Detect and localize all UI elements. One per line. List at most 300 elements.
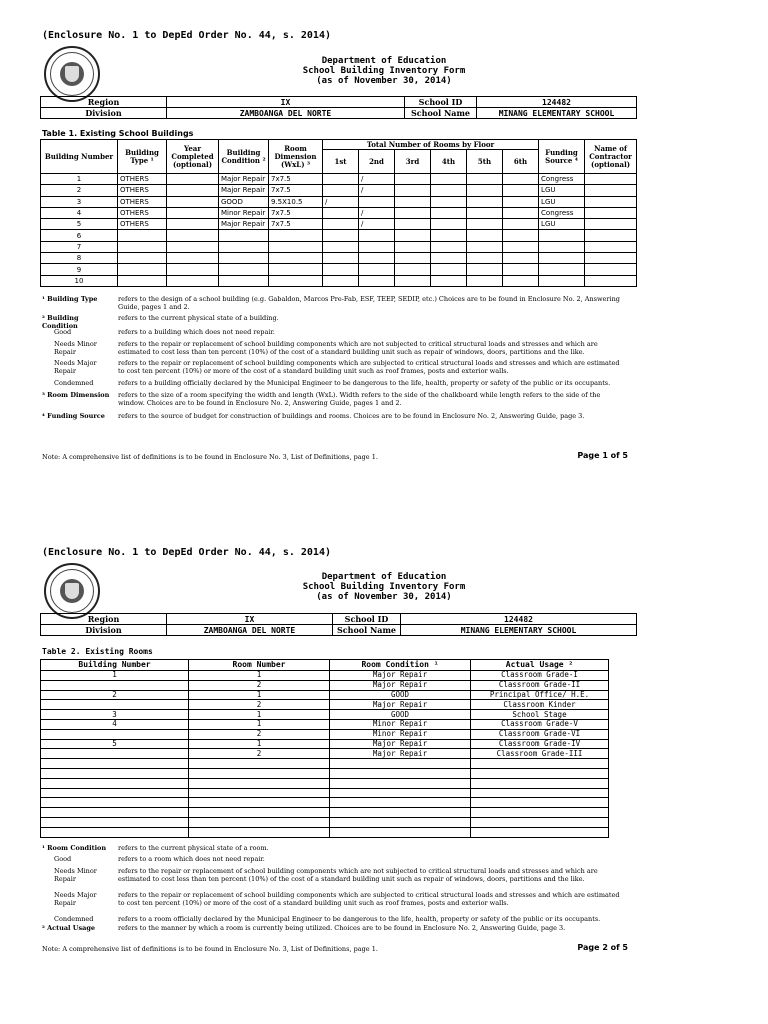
cell-building-condition (219, 275, 269, 286)
cell-room-dimension: 7x7.5 (269, 219, 323, 230)
cell-room-condition (330, 808, 471, 818)
table-row (41, 185, 637, 196)
cell-floor-5th (467, 174, 503, 185)
table-row (41, 690, 609, 700)
cell-room-dimension: 9.5X10.5 (269, 196, 323, 207)
cell-building-number: 10 (41, 275, 118, 286)
col-room-condition: Room Condition ¹ (330, 660, 471, 671)
cell-room-condition: Major Repair (330, 680, 471, 690)
cell-floor-2nd: / (359, 207, 395, 218)
table-row (41, 174, 637, 185)
cell-room-condition: Major Repair (330, 739, 471, 749)
cell-building-number (41, 827, 189, 837)
cell-actual-usage: Classroom Grade-IV (471, 739, 609, 749)
cell-year-completed (167, 219, 219, 230)
cell-floor-2nd: / (359, 185, 395, 196)
cell-floor-6th (503, 196, 539, 207)
division-label: Division (41, 108, 167, 119)
cell-room-condition (330, 827, 471, 837)
definition-term: Needs Minor Repair (54, 340, 97, 356)
cell-floor-1st (323, 207, 359, 218)
cell-building-number: 7 (41, 241, 118, 252)
cell-floor-1st (323, 253, 359, 264)
definition-text: refers to a building officially declared by the Municipal Engineer to be dangerous to the life, health, property or safety of the public or its occupants. (118, 379, 611, 387)
col-floor-5th: 5th (467, 150, 503, 174)
table-row (41, 671, 609, 681)
cell-actual-usage (471, 827, 609, 837)
cell-actual-usage: Classroom Grade-I (471, 671, 609, 681)
cell-year-completed (167, 196, 219, 207)
cell-building-number: 4 (41, 719, 189, 729)
col-building-number: Building Number (41, 660, 189, 671)
cell-building-type (118, 241, 167, 252)
definition-text: refers to the repair or replacement of school building components which are not subjected to critical structural loads and stresses and which are estimated to cost less than ten percent (10%) of the cost of a standard building unit such as repair of windows, doors, partitions and the like. (118, 340, 598, 356)
region-value: IX (167, 614, 333, 625)
page1-number: Page 1 of 5 (577, 451, 628, 460)
table-row (41, 196, 637, 207)
cell-floor-3rd (395, 196, 431, 207)
definition-term: ¹ Room Condition (42, 844, 107, 852)
cell-room-number (189, 827, 330, 837)
division-value: ZAMBOANGA DEL NORTE (167, 625, 333, 636)
table2-title: Table 2. Existing Rooms (42, 647, 153, 656)
cell-floor-5th (467, 230, 503, 241)
cell-room-condition: GOOD (330, 710, 471, 720)
cell-floor-4th (431, 275, 467, 286)
definition-term: Condemned (54, 915, 94, 923)
cell-room-dimension: 7x7.5 (269, 207, 323, 218)
cell-floor-2nd (359, 264, 395, 275)
definition-text: refers to a building which does not need repair. (118, 328, 275, 336)
cell-building-number (41, 729, 189, 739)
cell-floor-3rd (395, 230, 431, 241)
cell-floor-4th (431, 264, 467, 275)
cell-room-condition: Major Repair (330, 749, 471, 759)
cell-contractor (585, 219, 637, 230)
definition-text: refers to the manner by which a room is currently being utilized. Choices are to be found in Enclosure No. 2, Answering Guide, page 3. (118, 924, 566, 932)
region-label: Region (41, 97, 167, 108)
cell-room-number (189, 788, 330, 798)
cell-floor-4th (431, 219, 467, 230)
cell-floor-2nd: / (359, 219, 395, 230)
cell-building-number: 2 (41, 690, 189, 700)
cell-floor-3rd (395, 264, 431, 275)
header-line-1: Department of Education (321, 56, 447, 66)
header-line-3: (as of November 30, 2014) (316, 76, 452, 86)
cell-actual-usage: Classroom Grade-V (471, 719, 609, 729)
cell-floor-1st: / (323, 196, 359, 207)
definition-term: Good (54, 328, 72, 336)
cell-floor-6th (503, 264, 539, 275)
definition-text: refers to a room which does not need repair. (118, 855, 265, 863)
cell-room-number (189, 768, 330, 778)
table-row (41, 808, 609, 818)
table-row (41, 719, 609, 729)
cell-building-type (118, 264, 167, 275)
col-floor-3rd: 3rd (395, 150, 431, 174)
cell-funding-source: Congress (539, 207, 585, 218)
cell-contractor (585, 185, 637, 196)
definition-term: Needs Major Repair (54, 359, 97, 375)
form-header-2 (0, 572, 768, 602)
definition-text: refers to the repair or replacement of school building components which are subjected to critical structural loads and stresses and which are estimated to cost ten percent (10%) or more of the cost of a standard building unit such as roof frames, posts and exterior walls. (118, 359, 620, 375)
definition-text: refers to the design of a school building (e.g. Gabaldon, Marcos Pre-Fab, ESF, TEEP, SEDIP, etc.) Choices are to be found in Enclosure No. 2, Answering Guide, pages 1 and 2. (118, 295, 620, 311)
school-id-value: 124482 (477, 97, 637, 108)
cell-building-number (41, 808, 189, 818)
cell-floor-4th (431, 241, 467, 252)
cell-room-condition: Major Repair (330, 671, 471, 681)
cell-building-number (41, 759, 189, 769)
cell-room-dimension: 7x7.5 (269, 174, 323, 185)
cell-building-type: OTHERS (118, 207, 167, 218)
page2-note: Note: A comprehensive list of definitions is to be found in Enclosure No. 3, List of Definitions, page 1. (42, 945, 378, 953)
cell-building-number (41, 700, 189, 710)
cell-year-completed (167, 207, 219, 218)
cell-actual-usage: Classroom Grade-III (471, 749, 609, 759)
cell-building-condition: Minor Repair (219, 207, 269, 218)
cell-room-number (189, 798, 330, 808)
col-room-number: Room Number (189, 660, 330, 671)
cell-room-number: 1 (189, 671, 330, 681)
cell-actual-usage (471, 798, 609, 808)
cell-room-number (189, 778, 330, 788)
col-building-number: Building Number (41, 140, 118, 174)
definition-term: ¹ Building Type (42, 295, 98, 303)
cell-room-condition (330, 759, 471, 769)
cell-floor-1st (323, 230, 359, 241)
division-value: ZAMBOANGA DEL NORTE (167, 108, 405, 119)
cell-actual-usage: School Stage (471, 710, 609, 720)
cell-building-number (41, 768, 189, 778)
school-name-value: MINANG ELEMENTARY SCHOOL (401, 625, 637, 636)
cell-floor-3rd (395, 275, 431, 286)
cell-actual-usage (471, 808, 609, 818)
cell-building-number (41, 680, 189, 690)
cell-floor-2nd (359, 196, 395, 207)
cell-floor-2nd (359, 230, 395, 241)
cell-room-number: 2 (189, 729, 330, 739)
definition-term: Condemned (54, 379, 94, 387)
cell-building-type (118, 230, 167, 241)
col-total-rooms: Total Number of Rooms by Floor (323, 140, 539, 150)
cell-building-type (118, 275, 167, 286)
table-row (41, 207, 637, 218)
cell-funding-source (539, 275, 585, 286)
cell-floor-6th (503, 185, 539, 196)
cell-floor-3rd (395, 174, 431, 185)
cell-room-condition: Minor Repair (330, 719, 471, 729)
cell-floor-1st (323, 241, 359, 252)
table-row (41, 253, 637, 264)
cell-room-number (189, 808, 330, 818)
header-line-2: School Building Inventory Form (302, 582, 466, 592)
table-row (41, 768, 609, 778)
cell-actual-usage: Classroom Grade-II (471, 680, 609, 690)
table-row (41, 241, 637, 252)
cell-room-condition (330, 778, 471, 788)
table-row (41, 710, 609, 720)
header-line-1: Department of Education (321, 572, 447, 582)
cell-actual-usage (471, 788, 609, 798)
cell-actual-usage: Classroom Grade-VI (471, 729, 609, 739)
cell-floor-3rd (395, 185, 431, 196)
cell-building-type: OTHERS (118, 185, 167, 196)
cell-floor-5th (467, 219, 503, 230)
cell-floor-1st (323, 219, 359, 230)
definition-term: ³ Room Dimension (42, 391, 110, 399)
header-line-3: (as of November 30, 2014) (316, 592, 452, 602)
definition-text: refers to the source of budget for construction of buildings and rooms. Choices are to be found in Enclosure No. 2, Answering Guide, page 3. (118, 412, 585, 420)
cell-contractor (585, 207, 637, 218)
definition-term: ² Building Condition (42, 314, 79, 330)
cell-floor-3rd (395, 207, 431, 218)
cell-floor-6th (503, 253, 539, 264)
cell-building-number: 8 (41, 253, 118, 264)
region-label: Region (41, 614, 167, 625)
cell-building-number (41, 788, 189, 798)
cell-building-number: 1 (41, 174, 118, 185)
table-row (41, 275, 637, 286)
cell-contractor (585, 253, 637, 264)
cell-actual-usage (471, 759, 609, 769)
school-name-value: MINANG ELEMENTARY SCHOOL (477, 108, 637, 119)
cell-floor-4th (431, 196, 467, 207)
cell-room-number: 2 (189, 700, 330, 710)
cell-year-completed (167, 264, 219, 275)
cell-floor-3rd (395, 219, 431, 230)
enclosure-title-2: (Enclosure No. 1 to DepEd Order No. 44, s. 2014) (42, 547, 331, 558)
definition-text: refers to the current physical state of a building. (118, 314, 279, 322)
table-row (41, 739, 609, 749)
cell-room-condition (330, 817, 471, 827)
cell-funding-source (539, 253, 585, 264)
cell-floor-6th (503, 275, 539, 286)
cell-floor-5th (467, 275, 503, 286)
header-line-2: School Building Inventory Form (302, 66, 466, 76)
cell-floor-5th (467, 253, 503, 264)
col-building-type: Building Type ¹ (118, 140, 167, 174)
cell-floor-4th (431, 253, 467, 264)
cell-floor-2nd (359, 275, 395, 286)
school-id-value: 124482 (401, 614, 637, 625)
region-value: IX (167, 97, 405, 108)
col-room-dimension: Room Dimension (WxL) ³ (269, 140, 323, 174)
school-id-label: School ID (333, 614, 401, 625)
division-label: Division (41, 625, 167, 636)
table-row (41, 798, 609, 808)
col-floor-6th: 6th (503, 150, 539, 174)
col-actual-usage: Actual Usage ² (471, 660, 609, 671)
cell-contractor (585, 196, 637, 207)
cell-floor-5th (467, 185, 503, 196)
cell-floor-2nd (359, 253, 395, 264)
definition-term: ² Actual Usage (42, 924, 96, 932)
cell-floor-2nd: / (359, 174, 395, 185)
cell-room-dimension (269, 241, 323, 252)
page2-number: Page 2 of 5 (577, 943, 628, 952)
cell-room-number: 1 (189, 690, 330, 700)
cell-room-dimension: 7x7.5 (269, 185, 323, 196)
cell-floor-5th (467, 241, 503, 252)
table-row (41, 729, 609, 739)
cell-room-condition (330, 788, 471, 798)
cell-building-number: 9 (41, 264, 118, 275)
definition-text: refers to a room officially declared by the Municipal Engineer to be dangerous to the life, health, property or safety of the public or its occupants. (118, 915, 601, 923)
cell-contractor (585, 174, 637, 185)
cell-building-condition: GOOD (219, 196, 269, 207)
cell-actual-usage (471, 817, 609, 827)
cell-funding-source: LGU (539, 185, 585, 196)
cell-actual-usage: Classroom Kinder (471, 700, 609, 710)
rooms-table (40, 659, 609, 838)
col-funding-source: Funding Source ⁴ (539, 140, 585, 174)
table-row (41, 817, 609, 827)
cell-room-number (189, 817, 330, 827)
cell-floor-2nd (359, 241, 395, 252)
table-row (41, 219, 637, 230)
school-id-label: School ID (405, 97, 477, 108)
cell-floor-5th (467, 196, 503, 207)
definition-text: refers to the current physical state of a room. (118, 844, 269, 852)
definition-text: refers to the repair or replacement of school building components which are not subjected to critical structural loads and stresses and which are estimated to cost less than ten percent (10%) of the cost of a standard building unit such as repair of windows, doors, partitions and the like. (118, 867, 598, 883)
col-floor-1st: 1st (323, 150, 359, 174)
cell-building-type: OTHERS (118, 219, 167, 230)
school-name-label: School Name (405, 108, 477, 119)
cell-funding-source (539, 241, 585, 252)
cell-room-number (189, 759, 330, 769)
cell-floor-4th (431, 207, 467, 218)
cell-room-number: 2 (189, 680, 330, 690)
col-contractor: Name of Contractor (optional) (585, 140, 637, 174)
cell-building-number (41, 817, 189, 827)
cell-actual-usage: Principal Office/ H.E. (471, 690, 609, 700)
cell-room-number: 1 (189, 739, 330, 749)
cell-floor-3rd (395, 241, 431, 252)
cell-floor-6th (503, 230, 539, 241)
table-row (41, 778, 609, 788)
cell-building-condition: Major Repair (219, 185, 269, 196)
cell-year-completed (167, 230, 219, 241)
cell-building-type (118, 253, 167, 264)
enclosure-title: (Enclosure No. 1 to DepEd Order No. 44, s. 2014) (42, 30, 331, 41)
col-year-completed: Year Completed (optional) (167, 140, 219, 174)
page1-note: Note: A comprehensive list of definitions is to be found in Enclosure No. 3, List of Definitions, page 1. (42, 453, 378, 461)
form-header (0, 56, 768, 86)
cell-building-number: 3 (41, 196, 118, 207)
cell-room-dimension (269, 264, 323, 275)
cell-building-number: 5 (41, 219, 118, 230)
cell-floor-6th (503, 207, 539, 218)
cell-room-number: 2 (189, 749, 330, 759)
school-info-table (40, 96, 637, 119)
cell-funding-source: LGU (539, 219, 585, 230)
cell-floor-5th (467, 264, 503, 275)
table-row (41, 230, 637, 241)
table-row (41, 680, 609, 690)
cell-building-type: OTHERS (118, 196, 167, 207)
cell-building-condition: Major Repair (219, 174, 269, 185)
cell-year-completed (167, 253, 219, 264)
cell-contractor (585, 264, 637, 275)
col-floor-4th: 4th (431, 150, 467, 174)
cell-year-completed (167, 185, 219, 196)
cell-room-condition (330, 768, 471, 778)
cell-room-number: 1 (189, 710, 330, 720)
definition-term: Needs Minor Repair (54, 867, 97, 883)
cell-building-number (41, 778, 189, 788)
cell-floor-6th (503, 174, 539, 185)
cell-building-number: 5 (41, 739, 189, 749)
cell-building-condition (219, 253, 269, 264)
cell-building-number: 1 (41, 671, 189, 681)
cell-room-dimension (269, 275, 323, 286)
definition-term: Needs Major Repair (54, 891, 97, 907)
school-name-label: School Name (333, 625, 401, 636)
cell-funding-source: Congress (539, 174, 585, 185)
cell-funding-source (539, 264, 585, 275)
cell-building-condition (219, 264, 269, 275)
cell-room-dimension (269, 253, 323, 264)
cell-building-number: 6 (41, 230, 118, 241)
cell-floor-3rd (395, 253, 431, 264)
cell-year-completed (167, 174, 219, 185)
cell-building-number: 3 (41, 710, 189, 720)
cell-floor-1st (323, 174, 359, 185)
table-row (41, 700, 609, 710)
table-row (41, 759, 609, 769)
school-info-table-2 (40, 613, 637, 636)
cell-room-condition: Major Repair (330, 700, 471, 710)
cell-room-condition (330, 798, 471, 808)
table-row (41, 749, 609, 759)
cell-year-completed (167, 241, 219, 252)
definition-text: refers to the repair or replacement of school building components which are subjected to critical structural loads and stresses and which are estimated to cost ten percent (10%) or more of the cost of a standard building unit such as roof frames, posts and exterior walls. (118, 891, 620, 907)
cell-funding-source (539, 230, 585, 241)
table-row (41, 827, 609, 837)
col-building-condition: Building Condition ² (219, 140, 269, 174)
cell-room-condition: GOOD (330, 690, 471, 700)
buildings-table (40, 139, 637, 287)
cell-floor-5th (467, 207, 503, 218)
table1-title: Table 1. Existing School Buildings (42, 129, 194, 138)
cell-floor-4th (431, 174, 467, 185)
cell-building-condition: Major Repair (219, 219, 269, 230)
page-1 (0, 0, 768, 500)
cell-year-completed (167, 275, 219, 286)
cell-building-number (41, 749, 189, 759)
definition-term: ⁴ Funding Source (42, 412, 105, 420)
cell-floor-1st (323, 264, 359, 275)
definition-text: refers to the size of a room specifying the width and length (WxL). Width refers to the side of the chalkboard while length refers to the side of the window. Choices are to be found in Enclosure No. 2, Answering Guide, pages 1 and 2. (118, 391, 601, 407)
cell-building-number: 4 (41, 207, 118, 218)
table-row (41, 264, 637, 275)
table-row (41, 788, 609, 798)
cell-actual-usage (471, 768, 609, 778)
cell-room-condition: Minor Repair (330, 729, 471, 739)
cell-floor-1st (323, 185, 359, 196)
cell-floor-4th (431, 230, 467, 241)
cell-room-number: 1 (189, 719, 330, 729)
col-floor-2nd: 2nd (359, 150, 395, 174)
cell-floor-1st (323, 275, 359, 286)
cell-room-dimension (269, 230, 323, 241)
page-2 (0, 515, 768, 1024)
cell-funding-source: LGU (539, 196, 585, 207)
cell-contractor (585, 230, 637, 241)
cell-floor-6th (503, 219, 539, 230)
cell-contractor (585, 275, 637, 286)
cell-building-condition (219, 230, 269, 241)
